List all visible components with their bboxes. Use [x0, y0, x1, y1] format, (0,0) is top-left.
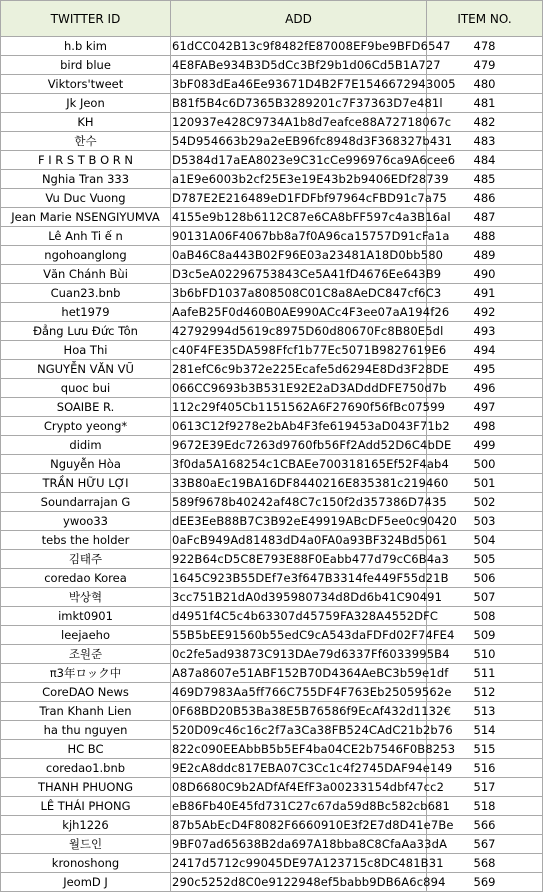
header-add: ADD: [171, 1, 427, 37]
item-no-cell: 495: [427, 360, 543, 379]
table-row: [1, 37, 543, 56]
twitter-id-cell: 박상혁: [1, 588, 171, 607]
twitter-id-cell: F I R S T B O R N: [1, 151, 171, 170]
item-no-cell: 488: [427, 227, 543, 246]
twitter-id-cell: Lê Anh Ti ế n: [1, 227, 171, 246]
table-row: [1, 379, 543, 398]
address-cell: 0aB46C8a443B02F96E03a23481A18D0bb580: [171, 246, 427, 265]
twitter-id-cell: HC BC: [1, 740, 171, 759]
address-cell: 4155e9b128b6112C87e6CA8bFF597c4a3B16al: [171, 208, 427, 227]
item-no-cell: 505: [427, 550, 543, 569]
item-no-cell: 489: [427, 246, 543, 265]
twitter-id-cell: 김태주: [1, 550, 171, 569]
table-row: [1, 626, 543, 645]
address-cell: eB86Fb40E45fd731C27c67da59d8Bc582cb681: [171, 797, 427, 816]
twitter-id-cell: 한수: [1, 132, 171, 151]
item-no-cell: 486: [427, 189, 543, 208]
address-cell: 120937e428C9734A1b8d7eafce88A72718067c: [171, 113, 427, 132]
table-row: [1, 132, 543, 151]
item-no-cell: 496: [427, 379, 543, 398]
item-no-cell: 567: [427, 835, 543, 854]
table-row: [1, 797, 543, 816]
table-row: [1, 398, 543, 417]
table-row: [1, 683, 543, 702]
address-cell: 0F68BD20B53Ba38E5B76586f9EcAf432d1132€: [171, 702, 427, 721]
item-no-cell: 503: [427, 512, 543, 531]
table-row: [1, 151, 543, 170]
address-cell: 55B5bEE91560b55edC9cA543daFDFd02F74FE4: [171, 626, 427, 645]
address-cell: A87a8607e51ABF152B70D4364AeBC3b59e1df: [171, 664, 427, 683]
table-row: [1, 474, 543, 493]
item-no-cell: 478: [427, 37, 543, 56]
table-row: [1, 607, 543, 626]
address-cell: 112c29f405Cb1151562A6F27690f56fBc07599: [171, 398, 427, 417]
address-cell: D787E2E216489eD1FDFbf97964cFBD91c7a75: [171, 189, 427, 208]
address-cell: 3b6bFD1037a808508C01C8a8AeDC847cf6C3: [171, 284, 427, 303]
address-cell: D3c5eA02296753843Ce5A41fD4676Ee643B9: [171, 265, 427, 284]
address-cell: 4E8FABe934B3D5dCc3Bf29b1d06Cd5B1A727: [171, 56, 427, 75]
twitter-id-cell: Đẳng Lưu Đức Tôn: [1, 322, 171, 341]
address-cell: 822c090EEAbbB5b5EF4ba04CE2b7546F0B8253: [171, 740, 427, 759]
twitter-id-cell: NGUYỄN VĂN VŨ: [1, 360, 171, 379]
item-no-cell: 501: [427, 474, 543, 493]
item-no-cell: 491: [427, 284, 543, 303]
item-no-cell: 516: [427, 759, 543, 778]
header-row: [1, 1, 543, 37]
table-row: [1, 246, 543, 265]
table-row: [1, 113, 543, 132]
address-cell: c40F4FE35DA598Ffcf1b77Ec5071B9827619E6: [171, 341, 427, 360]
table-row: [1, 189, 543, 208]
address-cell: 3cc751B21dA0d395980734d8Dd6b41C90491: [171, 588, 427, 607]
item-no-cell: 568: [427, 854, 543, 873]
item-no-cell: 480: [427, 75, 543, 94]
item-no-cell: 508: [427, 607, 543, 626]
item-no-cell: 507: [427, 588, 543, 607]
item-no-cell: 506: [427, 569, 543, 588]
twitter-id-cell: Soundarrajan G: [1, 493, 171, 512]
address-cell: 589f9678b40242af48C7c150f2d357386D7435: [171, 493, 427, 512]
item-no-cell: 518: [427, 797, 543, 816]
twitter-id-cell: Văn Chánh Bùi: [1, 265, 171, 284]
address-cell: 42792994d5619c8975D60d80670Fc8B80E5dl: [171, 322, 427, 341]
twitter-id-cell: JeomD J: [1, 873, 171, 892]
address-cell: dEE3EeB88B7C3B92eE49919ABcDF5ee0c90420: [171, 512, 427, 531]
address-cell: 0c2fe5ad93873C913DAe79d6337Ff6033995B4: [171, 645, 427, 664]
item-no-cell: 483: [427, 132, 543, 151]
twitter-id-cell: ha thu nguyen: [1, 721, 171, 740]
table-row: [1, 303, 543, 322]
item-no-cell: 484: [427, 151, 543, 170]
address-cell: 61dCC042B13c9f8482fE87008EF9be9BFD6547: [171, 37, 427, 56]
twitter-id-cell: Viktors'tweet: [1, 75, 171, 94]
item-no-cell: 515: [427, 740, 543, 759]
address-cell: 066CC9693b3B531E92E2aD3ADddDFE750d7b: [171, 379, 427, 398]
twitter-id-cell: KH: [1, 113, 171, 132]
table-row: [1, 322, 543, 341]
twitter-id-cell: SOAIBE R.: [1, 398, 171, 417]
twitter-id-cell: LÊ THÁI PHONG: [1, 797, 171, 816]
twitter-id-cell: Cuan23.bnb: [1, 284, 171, 303]
address-cell: 469D7983Aa5ff766C755DF4F763Eb25059562e: [171, 683, 427, 702]
twitter-id-cell: Hoa Thi: [1, 341, 171, 360]
table-row: [1, 436, 543, 455]
table-row: [1, 360, 543, 379]
table-row: [1, 208, 543, 227]
table-row: [1, 740, 543, 759]
twitter-id-cell: leejaeho: [1, 626, 171, 645]
table-row: [1, 417, 543, 436]
twitter-id-cell: Tran Khanh Lien: [1, 702, 171, 721]
item-no-cell: 492: [427, 303, 543, 322]
item-no-cell: 498: [427, 417, 543, 436]
item-no-cell: 479: [427, 56, 543, 75]
address-cell: 3bF083dEa46Ee93671D4B2F7E1546672943005: [171, 75, 427, 94]
table-row: [1, 664, 543, 683]
address-cell: 33B80aEc19BA16DF8440216E835381c219460: [171, 474, 427, 493]
item-no-cell: 482: [427, 113, 543, 132]
item-no-cell: 499: [427, 436, 543, 455]
header-item-no: ITEM NO.: [427, 1, 543, 37]
twitter-id-cell: 월드인: [1, 835, 171, 854]
address-cell: 0613C12f9278e2bAb4F3fe619453aD043F71b2: [171, 417, 427, 436]
table-row: [1, 531, 543, 550]
twitter-id-cell: coredao Korea: [1, 569, 171, 588]
address-cell: 9672E39Edc7263d9760fb56Ff2Add52D6C4bDE: [171, 436, 427, 455]
twitter-id-cell: ywoo33: [1, 512, 171, 531]
item-no-cell: 490: [427, 265, 543, 284]
address-cell: 290c5252d8C0e9122948ef5babb9DB6A6c894: [171, 873, 427, 892]
address-cell: 0aFcB949Ad81483dD4a0FA0a93BF324Bd5061: [171, 531, 427, 550]
address-cell: 281efC6c9b372e225Ecafe5d6294E8Dd3F28DE: [171, 360, 427, 379]
twitter-id-cell: h.b kim: [1, 37, 171, 56]
twitter-id-cell: Jk Jeon: [1, 94, 171, 113]
table-row: [1, 75, 543, 94]
twitter-id-cell: Nguyễn Hòa: [1, 455, 171, 474]
item-no-cell: 500: [427, 455, 543, 474]
address-cell: d4951f4C5c4b63307d45759FA328A4552DFC: [171, 607, 427, 626]
item-no-cell: 512: [427, 683, 543, 702]
twitter-id-cell: het1979: [1, 303, 171, 322]
twitter-id-cell: CoreDAO News: [1, 683, 171, 702]
table-row: [1, 873, 543, 892]
address-cell: D5384d17aEA8023e9C31cCe996976ca9A6cee6: [171, 151, 427, 170]
address-cell: 3f0da5A168254c1CBAEe700318165Ef52F4ab4: [171, 455, 427, 474]
item-no-cell: 566: [427, 816, 543, 835]
header-twitter-id: TWITTER ID: [1, 1, 171, 37]
table-row: [1, 721, 543, 740]
table-row: [1, 778, 543, 797]
item-no-cell: 481: [427, 94, 543, 113]
twitter-id-cell: bird blue: [1, 56, 171, 75]
twitter-id-cell: π3年ロック中: [1, 664, 171, 683]
address-cell: 9E2cA8ddc817EBA07C3Cc1c4f2745DAF94e149: [171, 759, 427, 778]
item-no-cell: 517: [427, 778, 543, 797]
twitter-id-cell: Nghia Tran 333: [1, 170, 171, 189]
table-row: [1, 645, 543, 664]
table-row: [1, 265, 543, 284]
table-row: [1, 227, 543, 246]
twitter-id-cell: Vu Duc Vuong: [1, 189, 171, 208]
twitter-id-cell: quoc bui: [1, 379, 171, 398]
table-row: [1, 56, 543, 75]
table-row: [1, 569, 543, 588]
twitter-id-cell: ngohoanglong: [1, 246, 171, 265]
twitter-id-cell: kronoshong: [1, 854, 171, 873]
address-cell: 54D954663b29a2eEB96fc8948d3F368327b431: [171, 132, 427, 151]
item-no-cell: 502: [427, 493, 543, 512]
address-cell: 9BF07ad65638B2da697A18bba8C8CfaAa33dA: [171, 835, 427, 854]
table-row: [1, 854, 543, 873]
table-row: [1, 702, 543, 721]
address-cell: AafeB25F0d460B0AE990ACc4F3ee07aA194f26: [171, 303, 427, 322]
twitter-id-cell: TRẦN HỮU LỢI: [1, 474, 171, 493]
item-no-cell: 494: [427, 341, 543, 360]
address-cell: 08D6680C9b2ADfAf4EfF3a00233154dbf47cc2: [171, 778, 427, 797]
table-row: [1, 588, 543, 607]
item-no-cell: 569: [427, 873, 543, 892]
item-no-cell: 513: [427, 702, 543, 721]
item-no-cell: 487: [427, 208, 543, 227]
item-no-cell: 493: [427, 322, 543, 341]
table-row: [1, 550, 543, 569]
table-row: [1, 835, 543, 854]
address-cell: 90131A06F4067bb8a7f0A96ca15757D91cFa1a: [171, 227, 427, 246]
twitter-id-cell: imkt0901: [1, 607, 171, 626]
twitter-id-cell: coredao1.bnb: [1, 759, 171, 778]
item-no-cell: 509: [427, 626, 543, 645]
twitter-id-cell: Crypto yeong*: [1, 417, 171, 436]
address-cell: 922B64cD5C8E793E88F0Eabb477d79cC6B4a3: [171, 550, 427, 569]
item-no-cell: 504: [427, 531, 543, 550]
table-row: [1, 493, 543, 512]
twitter-id-cell: kjh1226: [1, 816, 171, 835]
address-cell: B81f5B4c6D7365B3289201c7F37363D7e481l: [171, 94, 427, 113]
item-no-cell: 511: [427, 664, 543, 683]
item-no-cell: 497: [427, 398, 543, 417]
address-cell: a1E9e6003b2cf25E3e19E43b2b9406EDf28739: [171, 170, 427, 189]
item-no-cell: 485: [427, 170, 543, 189]
address-cell: 1645C923B55DEf7e3f647B3314fe449F55d21B: [171, 569, 427, 588]
table-row: [1, 284, 543, 303]
address-cell: 2417d5712c99045DE97A123715c8DC481B31: [171, 854, 427, 873]
table-row: [1, 170, 543, 189]
table-row: [1, 341, 543, 360]
address-cell: 87b5AbEcD4F8082F6660910E3f2E7d8D41e7Be: [171, 816, 427, 835]
table-row: [1, 759, 543, 778]
table-row: [1, 94, 543, 113]
table-row: [1, 816, 543, 835]
table-row: [1, 455, 543, 474]
table-row: [1, 512, 543, 531]
twitter-id-cell: Jean Marie NSENGIYUMVA: [1, 208, 171, 227]
twitter-id-cell: tebs the holder: [1, 531, 171, 550]
item-no-cell: 510: [427, 645, 543, 664]
address-cell: 520D09c46c16c2f7a3Ca38FB524CAdC21b2b76: [171, 721, 427, 740]
twitter-id-cell: didim: [1, 436, 171, 455]
item-no-cell: 514: [427, 721, 543, 740]
twitter-id-cell: THANH PHUONG: [1, 778, 171, 797]
twitter-id-cell: 조원준: [1, 645, 171, 664]
